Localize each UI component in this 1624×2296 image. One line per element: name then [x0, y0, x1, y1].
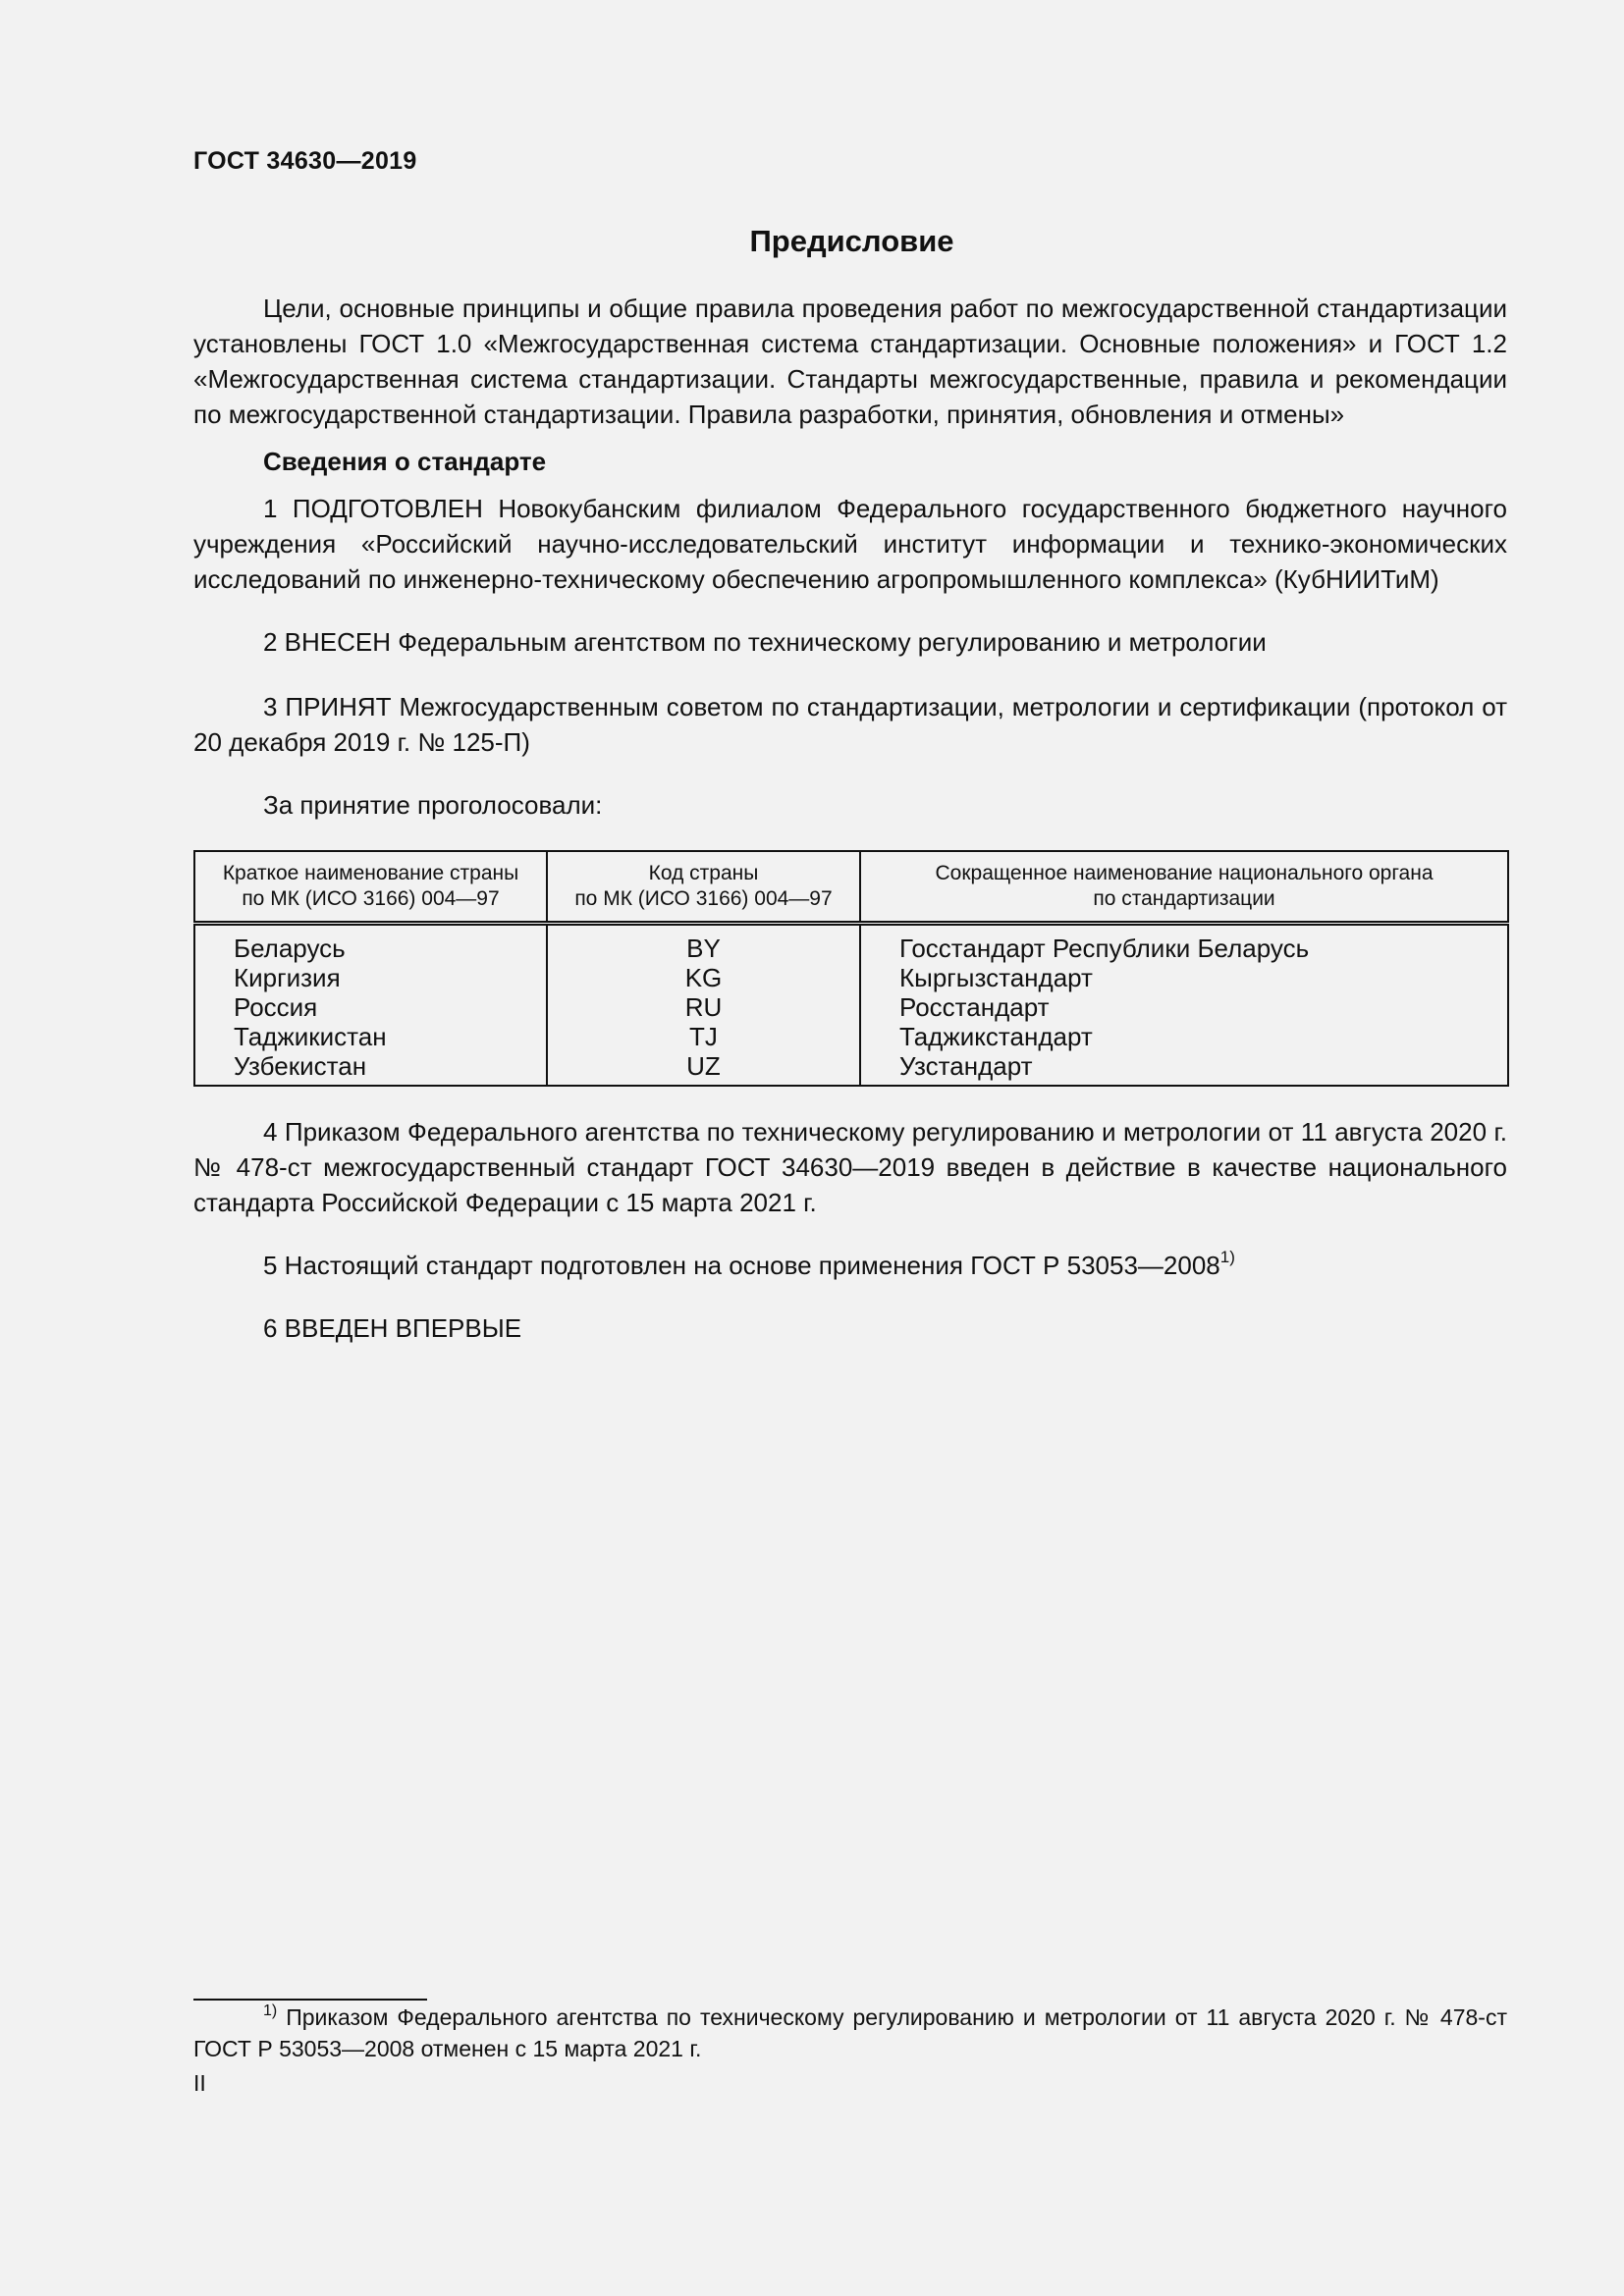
- header-standards-body-line2: по стандартизации: [1093, 887, 1275, 910]
- country-code: TJ: [547, 1022, 860, 1051]
- item-prepared: 1 ПОДГОТОВЛЕН Новокубанским филиалом Федерального государственного бюджетного научного учреждения «Российский научно-исследовательский институт информации и технико-экономических исследований по инженерно-техническому обеспечению агропромышленного комплекса» (КубНИИТиМ): [193, 494, 1507, 594]
- page-number: II: [193, 2070, 206, 2096]
- standards-body: Узстандарт: [860, 1051, 1508, 1086]
- country-code: RU: [547, 992, 860, 1022]
- intro-paragraph: Цели, основные принципы и общие правила проведения работ по межгосударственной стандартизации установлены ГОСТ 1.0 «Межгосударственная система стандартизации. Основные положения» и ГОСТ 1.2 «Межгосударственная система стандартизации. Стандарты межгосударственные, правила и рекомендации по межгосударственной стандартизации. Правила разработки, принятия, обновления и отмены»: [193, 294, 1507, 429]
- item-based-on-text: 5 Настоящий стандарт подготовлен на основе применения ГОСТ Р 53053—2008: [263, 1251, 1220, 1280]
- item-first-introduced: 6 ВВЕДЕН ВПЕРВЫЕ: [263, 1313, 522, 1343]
- preface-content: [193, 291, 1507, 1346]
- header-standards-body: [860, 851, 1508, 924]
- country-name: Узбекистан: [194, 1051, 547, 1086]
- header-standards-body-line1: Сокращенное наименование национального органа: [935, 862, 1434, 884]
- table-header-row: [194, 851, 1508, 924]
- footnote-text: Приказом Федерального агентства по техническому регулированию и метрологии от 11 августа 2020 г. № 478-ст ГОСТ Р 53053—2008 отменен с 15 марта 2021 г.: [193, 2004, 1508, 2061]
- item-adopted: 3 ПРИНЯТ Межгосударственным советом по стандартизации, метрологии и сертификации (протокол от 20 декабря 2019 г. № 125-П): [193, 692, 1507, 757]
- footnote: [193, 2002, 1507, 2064]
- item-based-on: [193, 1248, 1507, 1283]
- table-row: [194, 963, 1508, 992]
- footnote-separator: [193, 1999, 427, 2001]
- footnote-reference: 1): [1219, 1248, 1235, 1266]
- standards-body: Кыргызстандарт: [860, 963, 1508, 992]
- table-row: [194, 1022, 1508, 1051]
- standards-body: Госстандарт Республики Беларусь: [860, 924, 1508, 964]
- header-country-code: [547, 851, 860, 924]
- country-code: UZ: [547, 1051, 860, 1086]
- header-country-name-line2: по МК (ИСО 3166) 004—97: [242, 887, 500, 910]
- item-introduced: 2 ВНЕСЕН Федеральным агентством по техническому регулированию и метрологии: [263, 627, 1267, 657]
- table-row: [194, 992, 1508, 1022]
- header-country-name: [194, 851, 547, 924]
- voted-label: За принятие проголосовали:: [263, 790, 603, 820]
- country-name: Беларусь: [194, 924, 547, 964]
- page-title: Предисловие: [749, 224, 954, 258]
- header-country-code-line2: по МК (ИСО 3166) 004—97: [574, 887, 833, 910]
- country-name: Киргизия: [194, 963, 547, 992]
- country-name: Россия: [194, 992, 547, 1022]
- info-heading: Сведения о стандарте: [263, 447, 547, 476]
- country-code: KG: [547, 963, 860, 992]
- document-id-header: ГОСТ 34630—2019: [193, 147, 417, 175]
- header-country-code-line1: Код страны: [648, 862, 759, 884]
- country-code: BY: [547, 924, 860, 964]
- standards-body: Росстандарт: [860, 992, 1508, 1022]
- item-order: 4 Приказом Федерального агентства по техническому регулированию и метрологии от 11 августа 2020 г. № 478-ст межгосударственный стандарт ГОСТ 34630—2019 введен в действие в качестве национального стандарта Российской Федерации с 15 марта 2021 г.: [193, 1117, 1507, 1217]
- footnote-mark: 1): [263, 2002, 278, 2019]
- standards-body: Таджикстандарт: [860, 1022, 1508, 1051]
- country-name: Таджикистан: [194, 1022, 547, 1051]
- voting-countries-table: [193, 850, 1509, 1087]
- header-country-name-line1: Краткое наименование страны: [222, 862, 519, 884]
- table-row: [194, 924, 1508, 964]
- table-row: [194, 1051, 1508, 1086]
